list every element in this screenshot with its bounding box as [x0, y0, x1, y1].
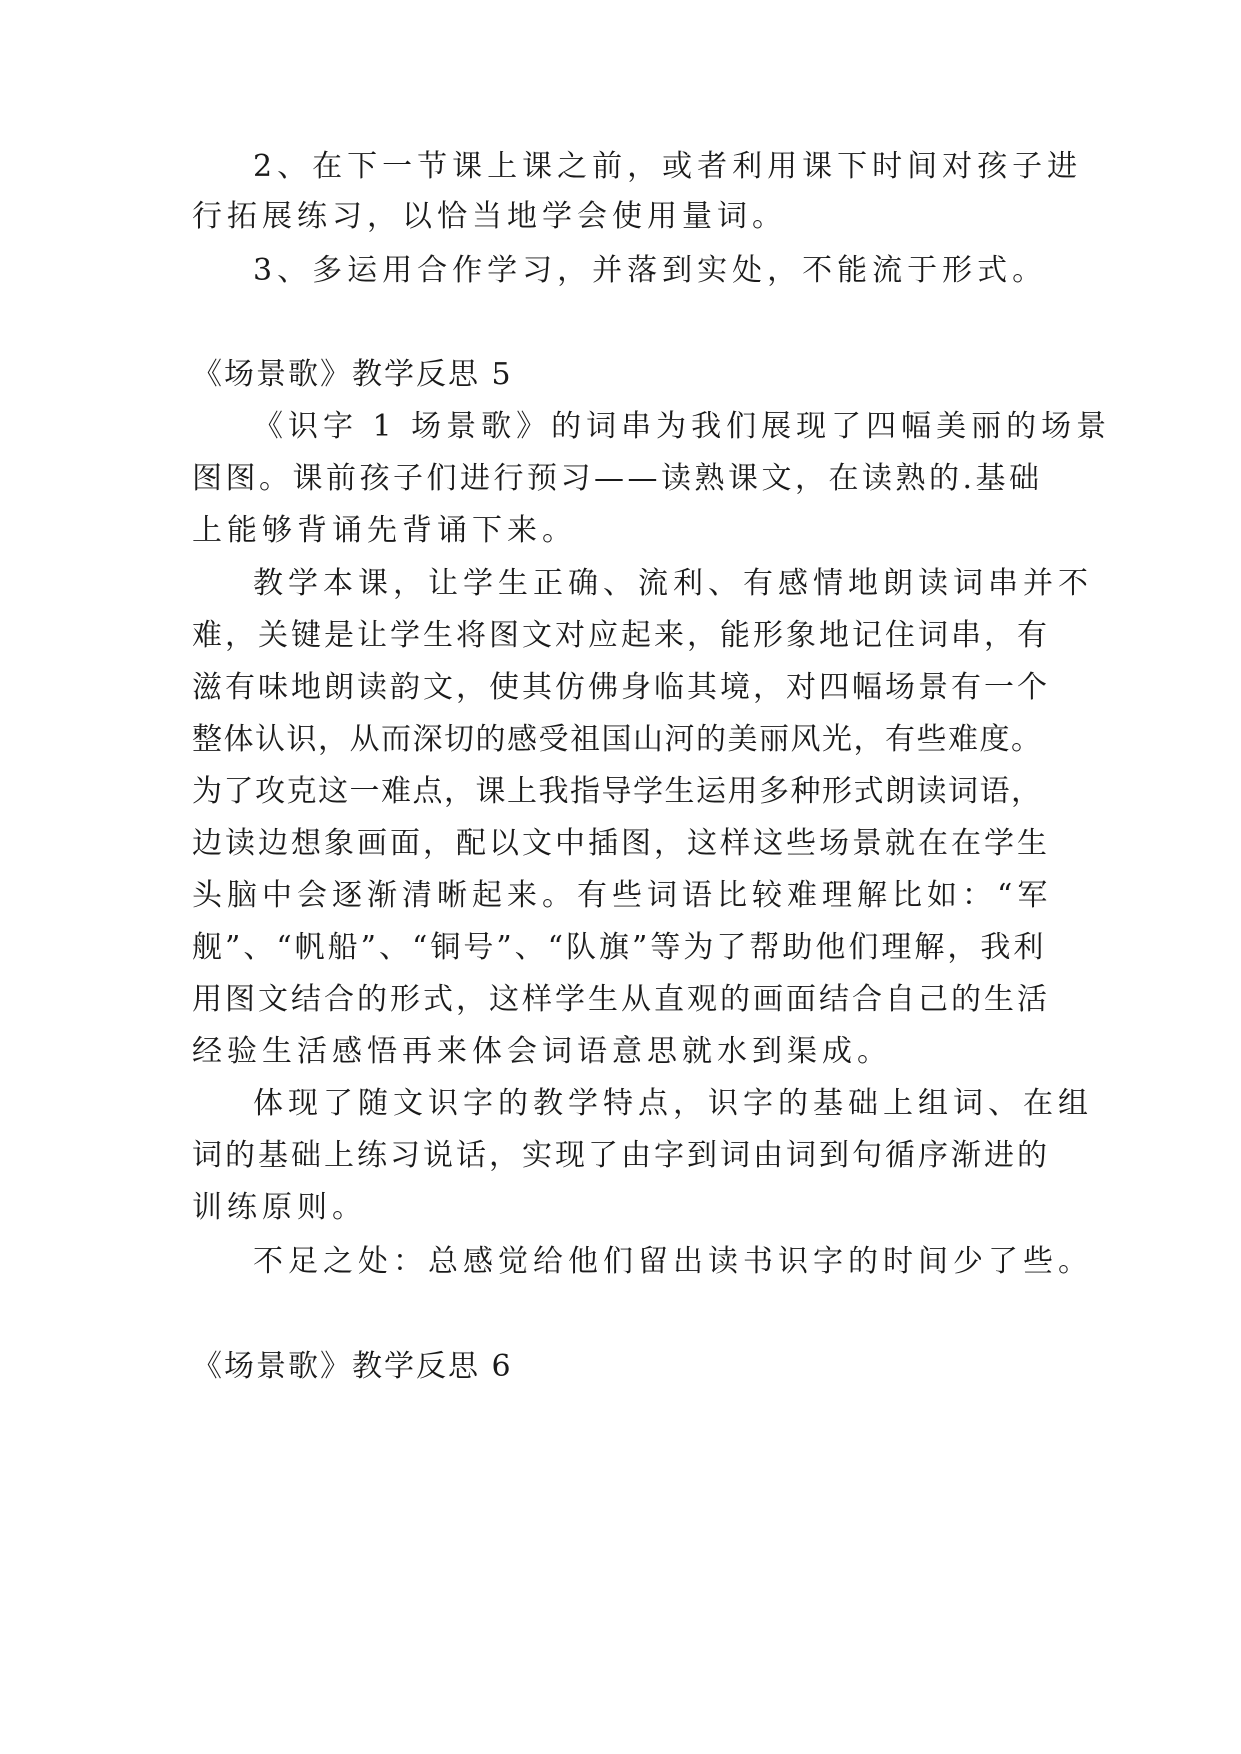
paragraph-line: 教学本课，让学生正确、流利、有感情地朗读词串并不 [253, 566, 1093, 601]
paragraph-line: 难，关键是让学生将图文对应起来，能形象地记住词串，有 [192, 618, 1050, 653]
paragraph-line: 《识字 1 场景歌》的词串为我们展现了四幅美丽的场景 [253, 409, 1112, 444]
paragraph-line: 词的基础上练习说话，实现了由字到词由词到句循序渐进的 [192, 1138, 1050, 1173]
paragraph-line: 头脑中会逐渐清晰起来。有些词语比较难理解比如：“军 [192, 878, 1053, 913]
paragraph-line: 边读边想象画面，配以文中插图，这样这些场景就在在学生 [192, 826, 1050, 861]
paragraph-line: 2、在下一节课上课之前，或者利用课下时间对孩子进 [253, 149, 1083, 184]
paragraph-line: 为了攻克这一难点，课上我指导学生运用多种形式朗读词语， [192, 774, 1043, 809]
paragraph-line: 舰”、“帆船”、“铜号”、“队旗”等为了帮助他们理解，我利 [192, 930, 1047, 965]
paragraph-line: 经验生活感悟再来体会词语意思就水到渠成。 [192, 1034, 892, 1069]
paragraph-line: 图图。课前孩子们进行预习——读熟课文，在读熟的.基础 [192, 461, 1043, 496]
paragraph-line: 滋有味地朗读韵文，使其仿佛身临其境，对四幅场景有一个 [192, 670, 1050, 705]
paragraph-line: 训练原则。 [192, 1190, 367, 1225]
paragraph-line: 3、多运用合作学习，并落到实处，不能流于形式。 [253, 253, 1048, 288]
section-heading: 《场景歌》教学反思 6 [192, 1349, 513, 1384]
paragraph-line: 上能够背诵先背诵下来。 [192, 513, 577, 548]
paragraph-line: 行拓展练习，以恰当地学会使用量词。 [192, 199, 787, 234]
section-heading: 《场景歌》教学反思 5 [192, 357, 513, 392]
paragraph-line: 体现了随文识字的教学特点，识字的基础上组词、在组 [253, 1086, 1093, 1121]
paragraph-line: 不足之处：总感觉给他们留出读书识字的时间少了些。 [253, 1244, 1093, 1279]
paragraph-line: 整体认识，从而深切的感受祖国山河的美丽风光，有些难度。 [192, 722, 1043, 757]
paragraph-line: 用图文结合的形式，这样学生从直观的画面结合自己的生活 [192, 982, 1050, 1017]
